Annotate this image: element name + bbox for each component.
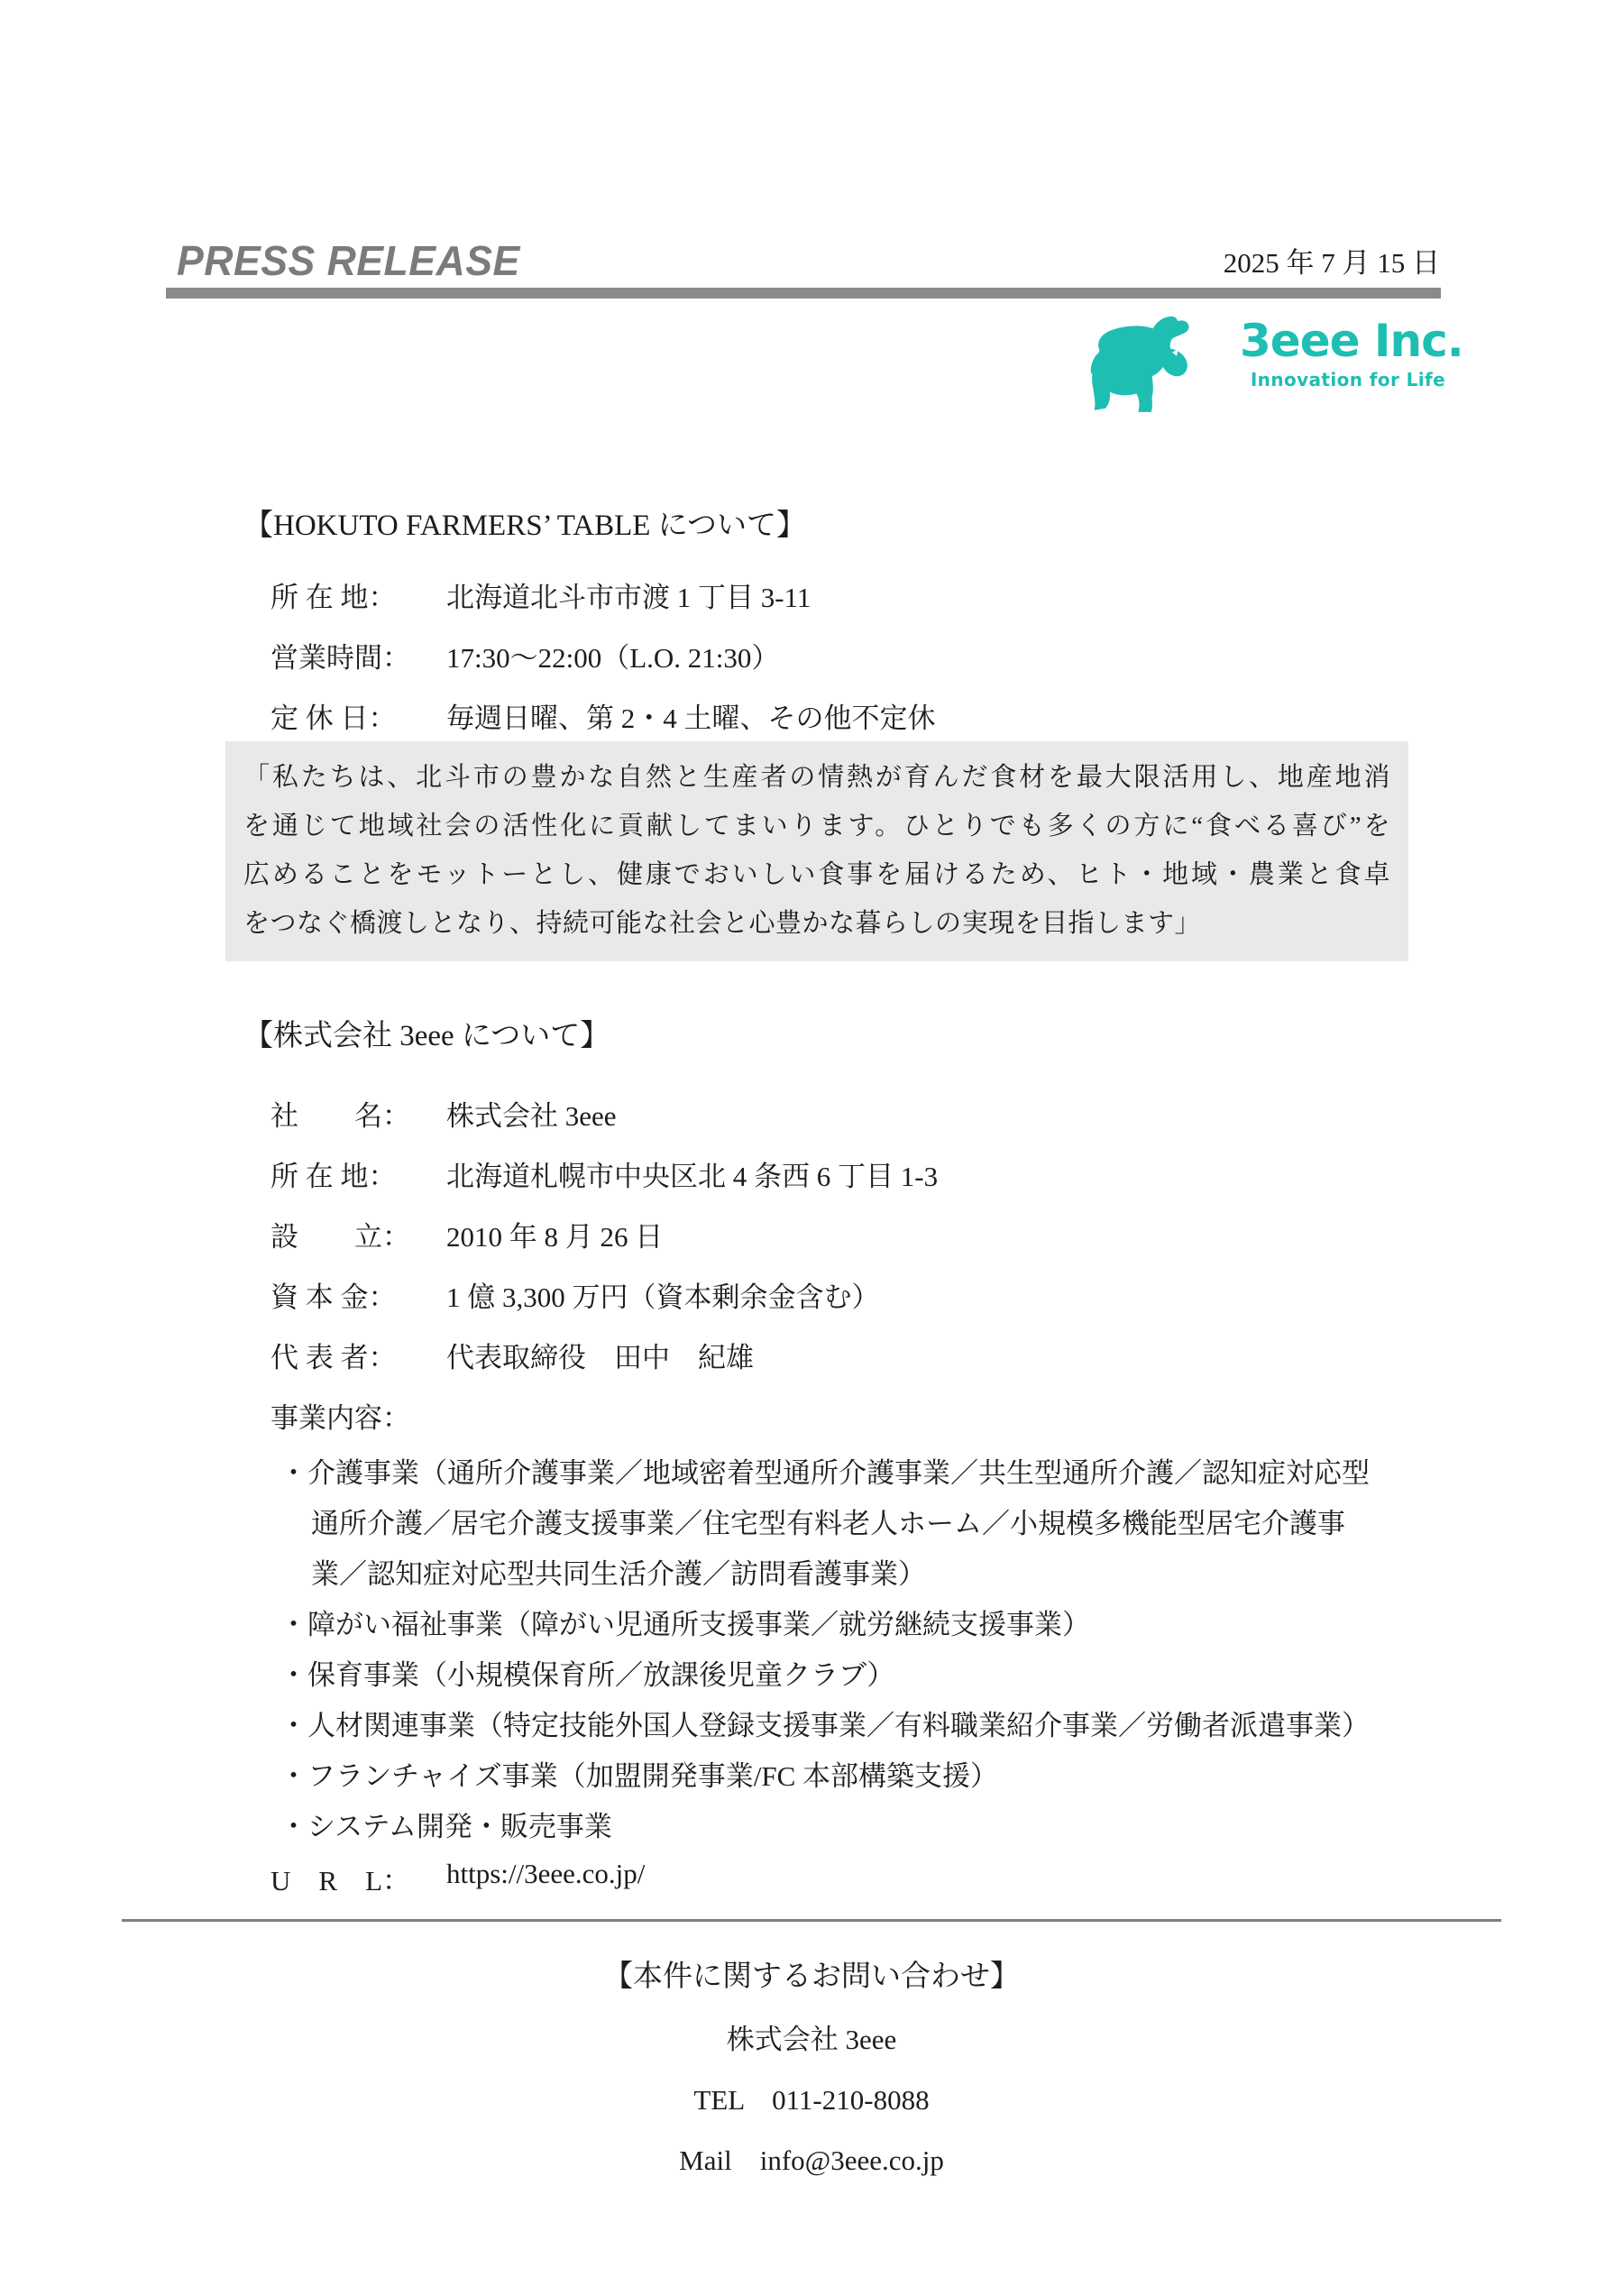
row-label: 定 休 日： — [270, 703, 397, 734]
company-row-founded — [270, 1214, 663, 1254]
row-label: U R L： — [270, 1865, 410, 1896]
quote-line: をつなぐ橋渡しとなり、持続可能な社会と心豊かな暮らしの実現を目指します」 — [243, 909, 1202, 938]
business-line: ・システム開発・販売事業 — [280, 1811, 612, 1842]
business-line: 通所介護／居宅介護支援事業／住宅型有料老人ホーム／小規模多機能型居宅介護事 — [311, 1508, 1345, 1539]
company-row-business — [270, 1395, 446, 1436]
company-logo — [1087, 310, 1465, 427]
contact-title: 【本件に関するお問い合わせ】 — [603, 1961, 1020, 1993]
row-value: 株式会社 3eee — [446, 1100, 617, 1132]
contact-company: 株式会社 3eee — [726, 2024, 897, 2055]
company-url: https://3eee.co.jp/ — [446, 1858, 646, 1889]
logo-wordmark — [1240, 315, 1463, 390]
business-line: ・介護事業（通所介護事業／地域密着型通所介護事業／共生型通所介護／認知症対応型 — [280, 1457, 1370, 1489]
business-line: ・フランチャイズ事業（加盟開発事業/FC 本部構築支援） — [280, 1760, 999, 1792]
row-value: 代表取締役 田中 紀雄 — [446, 1342, 754, 1373]
contact-mail: Mail info@3eee.co.jp — [679, 2144, 944, 2176]
logo-company-name: 3eee Inc. — [1240, 315, 1463, 367]
row-label: 設 立： — [270, 1221, 410, 1253]
company-row-capital — [270, 1274, 880, 1315]
press-release-heading: PRESS RELEASE — [177, 237, 520, 284]
quote-line: を通じて地域社会の活性化に貢献してまいります。ひとりでも多くの方に“食べる喜び”を — [243, 812, 1390, 840]
restaurant-row-address — [270, 574, 811, 615]
row-label: 代 表 者： — [270, 1342, 397, 1373]
company-row-address — [270, 1153, 938, 1194]
mission-quote-box — [225, 741, 1408, 961]
business-line: ・保育事業（小規模保育所／放課後児童クラブ） — [280, 1659, 895, 1691]
header-rule — [166, 288, 1441, 298]
company-row-url — [270, 1858, 645, 1898]
row-label: 事業内容： — [270, 1402, 410, 1434]
contact-tel: TEL 011-210-8088 — [693, 2084, 930, 2116]
row-value: 2010 年 8 月 26 日 — [446, 1221, 664, 1253]
business-line: ・障がい福祉事業（障がい児通所支援事業／就労継続支援事業） — [280, 1609, 1090, 1640]
row-value: 北海道北斗市市渡 1 丁目 3-11 — [446, 582, 812, 613]
row-label: 資 本 金： — [270, 1281, 397, 1313]
quote-line: 広めることをモットーとし、健康でおいしい食事を届けるため、ヒト・地域・農業と食卓 — [243, 860, 1390, 889]
restaurant-row-holiday — [270, 695, 936, 736]
row-label: 社 名： — [270, 1100, 410, 1132]
row-label: 営業時間： — [270, 642, 410, 674]
hippo-icon — [1087, 316, 1202, 417]
quote-line: 「私たちは、北斗市の豊かな自然と生産者の情熱が育んだ食材を最大限活用し、地産地消 — [243, 763, 1390, 792]
footer-divider — [122, 1919, 1501, 1922]
logo-tagline: Innovation for Life — [1250, 369, 1446, 390]
company-row-name — [270, 1093, 617, 1134]
business-line: ・人材関連事業（特定技能外国人登録支援事業／有料職業紹介事業／労働者派遣事業） — [280, 1710, 1370, 1741]
row-value: 毎週日曜、第 2・4 土曜、その他不定休 — [446, 703, 936, 734]
restaurant-section-title: 【HOKUTO FARMERS’ TABLE について】 — [243, 510, 807, 542]
row-value: 1 億 3,300 万円（資本剰余金含む） — [446, 1281, 880, 1313]
row-value: 17:30～22:00（L.O. 21:30） — [446, 642, 780, 674]
document-date: 2025 年 7 月 15 日 — [1223, 247, 1440, 279]
row-label: 所 在 地： — [270, 582, 397, 613]
row-label: 所 在 地： — [270, 1161, 397, 1192]
row-value: 北海道札幌市中央区北 4 条西 6 丁目 1-3 — [446, 1161, 939, 1192]
restaurant-row-hours — [270, 635, 779, 675]
business-line: 業／認知症対応型共同生活介護／訪問看護事業） — [311, 1558, 926, 1590]
company-section-title: 【株式会社 3eee について】 — [243, 1020, 610, 1052]
company-row-representative — [270, 1335, 754, 1375]
